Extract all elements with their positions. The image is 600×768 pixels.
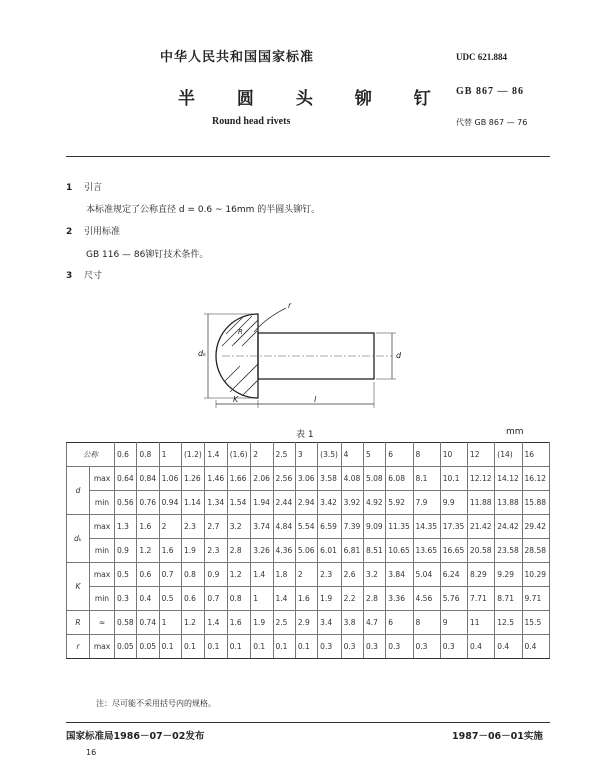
row-label: min (90, 539, 115, 563)
table-cell: 2.6 (341, 563, 363, 587)
table-cell: 9.71 (522, 587, 549, 611)
table-row (67, 611, 550, 635)
table-cell: 2.94 (295, 491, 317, 515)
table-cell: 6.24 (440, 563, 467, 587)
table-cell: 3.84 (386, 563, 413, 587)
size-cell: 5 (363, 443, 385, 467)
size-cell: 16 (522, 443, 549, 467)
table-cell: 2.06 (251, 467, 273, 491)
table-cell: 1.3 (115, 515, 137, 539)
table-cell: 4.36 (273, 539, 295, 563)
table-cell: 3.26 (251, 539, 273, 563)
table-cell: 4.84 (273, 515, 295, 539)
table-cell: 2.9 (295, 611, 317, 635)
table-cell: 0.4 (522, 635, 549, 659)
table-cell: 2.3 (205, 539, 227, 563)
table-cell: 2.7 (205, 515, 227, 539)
table-cell: 0.56 (115, 491, 137, 515)
table-cell: 2 (295, 563, 317, 587)
table-cell: 3.74 (251, 515, 273, 539)
table-cell: 0.1 (181, 635, 204, 659)
table-cell: 3.36 (386, 587, 413, 611)
row-label: max (90, 563, 115, 587)
size-cell: 10 (440, 443, 467, 467)
table-cell: 1.26 (181, 467, 204, 491)
table-cell: 1.94 (251, 491, 273, 515)
table-cell: 0.3 (115, 587, 137, 611)
table-cell: 11.88 (468, 491, 495, 515)
table-cell: 1.34 (205, 491, 227, 515)
table-cell: 0.7 (205, 587, 227, 611)
section-1-heading (66, 180, 102, 193)
size-cell: 3 (295, 443, 317, 467)
table-cell: 4.7 (363, 611, 385, 635)
section-title: 引言 (84, 183, 103, 193)
table-cell: 5.92 (386, 491, 413, 515)
size-cell: (3.5) (318, 443, 341, 467)
label-d: d (396, 351, 402, 360)
table-cell: 0.8 (181, 563, 204, 587)
table-cell: 0.7 (159, 563, 181, 587)
label-K: K (233, 395, 239, 404)
table-row (67, 635, 550, 659)
label-l: l (314, 395, 317, 404)
row-label: max (90, 515, 115, 539)
row-group-label: d (67, 467, 90, 515)
table-cell: 0.64 (115, 467, 137, 491)
table-cell: 1.4 (251, 563, 273, 587)
table-row (67, 539, 550, 563)
table-cell: 0.1 (205, 635, 227, 659)
header-divider (66, 156, 550, 157)
section-number: 2 (66, 227, 73, 237)
table-cell: 3.58 (318, 467, 341, 491)
table-cell: 10.29 (522, 563, 549, 587)
size-cell: 12 (468, 443, 495, 467)
table-cell: 3.42 (318, 491, 341, 515)
table-cell: 6.01 (318, 539, 341, 563)
table-cell: 2.5 (273, 611, 295, 635)
table-cell: 2.8 (363, 587, 385, 611)
table-cell: 3.4 (318, 611, 341, 635)
row-group-label: r (67, 635, 90, 659)
table-cell: 1.6 (137, 515, 159, 539)
standard-org-heading: 中华人民共和国国家标准 (160, 50, 315, 65)
table-cell: 3.06 (295, 467, 317, 491)
size-cell: 1.4 (205, 443, 227, 467)
table-cell: 2.44 (273, 491, 295, 515)
footer-divider (66, 722, 550, 723)
table-cell: 0.76 (137, 491, 159, 515)
table-cell: 8.29 (468, 563, 495, 587)
table-cell: 16.12 (522, 467, 549, 491)
size-cell: 2 (251, 443, 273, 467)
table-cell: 1.6 (295, 587, 317, 611)
size-cell: 2.5 (273, 443, 295, 467)
table-cell: 12.12 (468, 467, 495, 491)
header-label: 公称 (67, 443, 115, 467)
table-cell: 1.4 (273, 587, 295, 611)
table-cell: 2.2 (341, 587, 363, 611)
size-cell: (1.2) (181, 443, 204, 467)
table-cell: 29.42 (522, 515, 549, 539)
issue-date: 国家标准局1986－07－02发布 (66, 731, 205, 742)
table-row (67, 515, 550, 539)
table-cell: 11 (468, 611, 495, 635)
table-cell: 1.9 (181, 539, 204, 563)
size-cell: 8 (413, 443, 440, 467)
table-cell: 5.54 (295, 515, 317, 539)
table-cell: 1.2 (181, 611, 204, 635)
table-cell: 12.5 (495, 611, 522, 635)
row-label: ≈ (90, 611, 115, 635)
row-label: max (90, 467, 115, 491)
section-title: 尺寸 (84, 271, 103, 281)
table-cell: 0.3 (386, 635, 413, 659)
section-number: 1 (66, 183, 73, 193)
table-cell: 4.56 (413, 587, 440, 611)
row-label: min (90, 491, 115, 515)
row-label: min (90, 587, 115, 611)
table-cell: 23.58 (495, 539, 522, 563)
table-cell: 5.04 (413, 563, 440, 587)
table-cell: 0.5 (159, 587, 181, 611)
table-cell: 1.2 (137, 539, 159, 563)
table-cell: 28.58 (522, 539, 549, 563)
table-cell: 10.1 (440, 467, 467, 491)
table-row (67, 467, 550, 491)
table-cell: 0.3 (318, 635, 341, 659)
table-cell: 0.3 (363, 635, 385, 659)
table-cell: 2.56 (273, 467, 295, 491)
table-cell: 9.29 (495, 563, 522, 587)
table-row (67, 491, 550, 515)
table-cell: 6 (386, 611, 413, 635)
header-row (67, 443, 550, 467)
table-cell: 15.88 (522, 491, 549, 515)
table-cell: 9.09 (363, 515, 385, 539)
table-cell: 1.9 (318, 587, 341, 611)
table-cell: 0.1 (273, 635, 295, 659)
table-cell: 6.81 (341, 539, 363, 563)
table-cell: 2.3 (181, 515, 204, 539)
table-cell: 2.3 (318, 563, 341, 587)
size-cell: 6 (386, 443, 413, 467)
section-2-text: GB 116 — 86铆钉技术条件。 (86, 250, 209, 260)
table-cell: 1.06 (159, 467, 181, 491)
table-cell: 24.42 (495, 515, 522, 539)
document-title-cn: 半 圆 头 铆 钉 (178, 89, 449, 109)
table-cell: 3.2 (227, 515, 250, 539)
effective-date: 1987－06－01实施 (452, 731, 543, 742)
table-cell: 1.54 (227, 491, 250, 515)
section-2-heading (66, 224, 120, 237)
page-number: 16 (86, 748, 97, 757)
label-dk: dₖ (198, 349, 207, 358)
table-cell: 17.35 (440, 515, 467, 539)
table-note: 注：尽可能不采用括号内的规格。 (96, 699, 216, 708)
table-row (67, 563, 550, 587)
table-cell: 2.8 (227, 539, 250, 563)
table-cell: 0.84 (137, 467, 159, 491)
table-cell: 2 (159, 515, 181, 539)
table-cell: 8.1 (413, 467, 440, 491)
table-unit: mm (506, 427, 524, 437)
table-cell: 7.71 (468, 587, 495, 611)
table-cell: 0.1 (295, 635, 317, 659)
table-cell: 1 (159, 611, 181, 635)
section-title: 引用标准 (84, 227, 121, 237)
table-cell: 0.9 (205, 563, 227, 587)
table-cell: 0.6 (137, 563, 159, 587)
table-cell: 0.74 (137, 611, 159, 635)
table-cell: 7.9 (413, 491, 440, 515)
table-cell: 0.58 (115, 611, 137, 635)
table-cell: 10.65 (386, 539, 413, 563)
table-cell: 1.2 (227, 563, 250, 587)
size-cell: (1.6) (227, 443, 250, 467)
table-cell: 1.6 (227, 611, 250, 635)
table-cell: 1.8 (273, 563, 295, 587)
table-cell: 0.5 (115, 563, 137, 587)
table-cell: 20.58 (468, 539, 495, 563)
table-cell: 0.6 (181, 587, 204, 611)
section-3-heading (66, 268, 102, 281)
table-cell: 0.4 (137, 587, 159, 611)
table-row (67, 587, 550, 611)
table-cell: 1.66 (227, 467, 250, 491)
table-cell: 3.8 (341, 611, 363, 635)
table-cell: 0.1 (251, 635, 273, 659)
table-cell: 5.76 (440, 587, 467, 611)
table-cell: 0.3 (440, 635, 467, 659)
row-group-label: K (67, 563, 90, 611)
table-cell: 4.92 (363, 491, 385, 515)
table-caption: 表 1 (296, 430, 314, 440)
table-cell: 8 (413, 611, 440, 635)
table-cell: 0.05 (115, 635, 137, 659)
table-cell: 3.92 (341, 491, 363, 515)
table-cell: 4.08 (341, 467, 363, 491)
row-group-label: R (67, 611, 90, 635)
size-cell: 0.6 (115, 443, 137, 467)
table-cell: 0.05 (137, 635, 159, 659)
table-cell: 5.08 (363, 467, 385, 491)
table-cell: 9.9 (440, 491, 467, 515)
table-cell: 0.4 (495, 635, 522, 659)
table-cell: 8.51 (363, 539, 385, 563)
row-label: max (90, 635, 115, 659)
section-1-text: 本标准规定了公称直径 d = 0.6 ~ 16mm 的半圆头铆钉。 (86, 205, 321, 215)
section-number: 3 (66, 271, 73, 281)
table-cell: 0.94 (159, 491, 181, 515)
table-cell: 3.2 (363, 563, 385, 587)
table-cell: 6.08 (386, 467, 413, 491)
rivet-dimension-table (66, 442, 550, 659)
udc-code: UDC 621.884 (456, 52, 507, 62)
label-R: R (238, 328, 243, 336)
table-cell: 16.65 (440, 539, 467, 563)
size-cell: 1 (159, 443, 181, 467)
table-cell: 21.42 (468, 515, 495, 539)
table-cell: 7.39 (341, 515, 363, 539)
replaces-note: 代替 GB 867 — 76 (456, 118, 528, 127)
row-group-label: dₖ (67, 515, 90, 563)
table-cell: 13.88 (495, 491, 522, 515)
table-cell: 11.35 (386, 515, 413, 539)
size-cell: 0.8 (137, 443, 159, 467)
table-cell: 0.1 (227, 635, 250, 659)
table-cell: 1.14 (181, 491, 204, 515)
table-cell: 0.3 (341, 635, 363, 659)
gb-number: GB 867 — 86 (456, 86, 524, 97)
table-cell: 9 (440, 611, 467, 635)
size-cell: (14) (495, 443, 522, 467)
table-cell: 6.59 (318, 515, 341, 539)
table-cell: 1.9 (251, 611, 273, 635)
label-r: r (288, 301, 292, 310)
table-cell: 0.9 (115, 539, 137, 563)
table-cell: 14.12 (495, 467, 522, 491)
table-cell: 0.3 (413, 635, 440, 659)
table-cell: 1 (251, 587, 273, 611)
table-cell: 1.4 (205, 611, 227, 635)
size-cell: 4 (341, 443, 363, 467)
table-cell: 8.71 (495, 587, 522, 611)
table-cell: 13.65 (413, 539, 440, 563)
table-cell: 0.1 (159, 635, 181, 659)
table-cell: 0.4 (468, 635, 495, 659)
table-cell: 14.35 (413, 515, 440, 539)
rivet-drawing (196, 296, 420, 412)
table-cell: 1.6 (159, 539, 181, 563)
table-cell: 5.06 (295, 539, 317, 563)
document-title-en: Round head rivets (212, 116, 291, 127)
table-cell: 15.5 (522, 611, 549, 635)
table-cell: 0.8 (227, 587, 250, 611)
table-cell: 1.46 (205, 467, 227, 491)
